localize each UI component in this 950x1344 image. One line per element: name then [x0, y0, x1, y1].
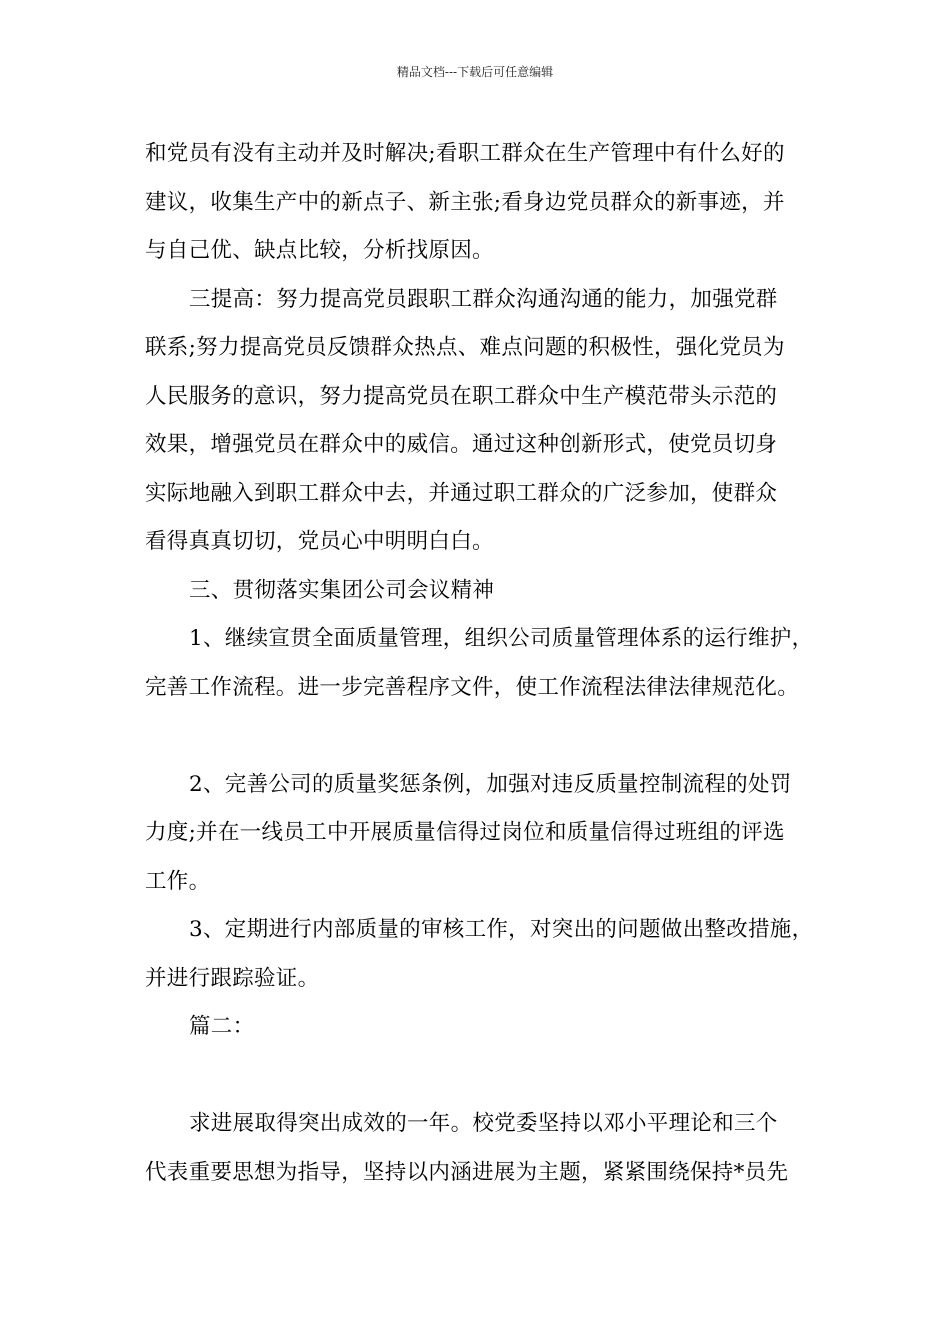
text-line: 完善工作流程。进一步完善程序文件，使工作流程法律法律规范化。 — [145, 674, 800, 700]
page-header: 精品文档---下载后可任意编辑 — [396, 65, 554, 79]
text-line: 与自己优、缺点比较，分析找原因。 — [145, 238, 494, 263]
text-line: 三提高：努力提高党员跟职工群众沟通沟通的能力，加强党群 — [189, 286, 778, 312]
text-line: 3、定期进行内部质量的审核工作，对突出的问题做出整改措施， — [189, 917, 814, 942]
text-line: 和党员有没有主动并及时解决;看职工群众在生产管理中有什么好的 — [145, 141, 785, 166]
text-line: 并进行跟踪验证。 — [145, 965, 320, 991]
text-line: 建议，收集生产中的新点子、新主张;看身边党员群众的新事迹，并 — [145, 189, 785, 215]
text-line: 实际地融入到职工群众中去，并通过职工群众的广泛参加，使群众 — [145, 480, 778, 506]
text-line: 联系;努力提高党员反馈群众热点、难点问题的积极性，强化党员为 — [145, 335, 785, 360]
text-line: 2、完善公司的质量奖惩条例，加强对违反质量控制流程的处罚 — [189, 771, 792, 797]
paragraph-gap — [145, 1052, 820, 1101]
text-line: 1、继续宣贯全面质量管理，组织公司质量管理体系的运行维护， — [189, 626, 814, 651]
text-line: 人民服务的意识，努力提高党员在职工群众中生产模范带头示范的 — [145, 383, 778, 409]
paragraph-gap — [145, 712, 820, 761]
text-line: 代表重要思想为指导，坚持以内涵进展为主题，紧紧围绕保持*员先 — [145, 1159, 789, 1185]
text-line: 求进展取得突出成效的一年。校党委坚持以邓小平理论和三个 — [189, 1111, 778, 1136]
text-line: 效果，增强党员在群众中的威信。通过这种创新形式，使党员切身 — [145, 432, 778, 457]
document-body — [145, 130, 820, 1197]
section-heading: 三、贯彻落实集团公司会议精神 — [189, 577, 495, 603]
text-line: 看得真真切切，党员心中明明白白。 — [145, 529, 494, 554]
text-line: 力度;并在一线员工中开展质量信得过岗位和质量信得过班组的评选 — [145, 820, 785, 845]
section-heading: 篇二： — [189, 1014, 255, 1039]
text-line: 工作。 — [145, 868, 211, 894]
